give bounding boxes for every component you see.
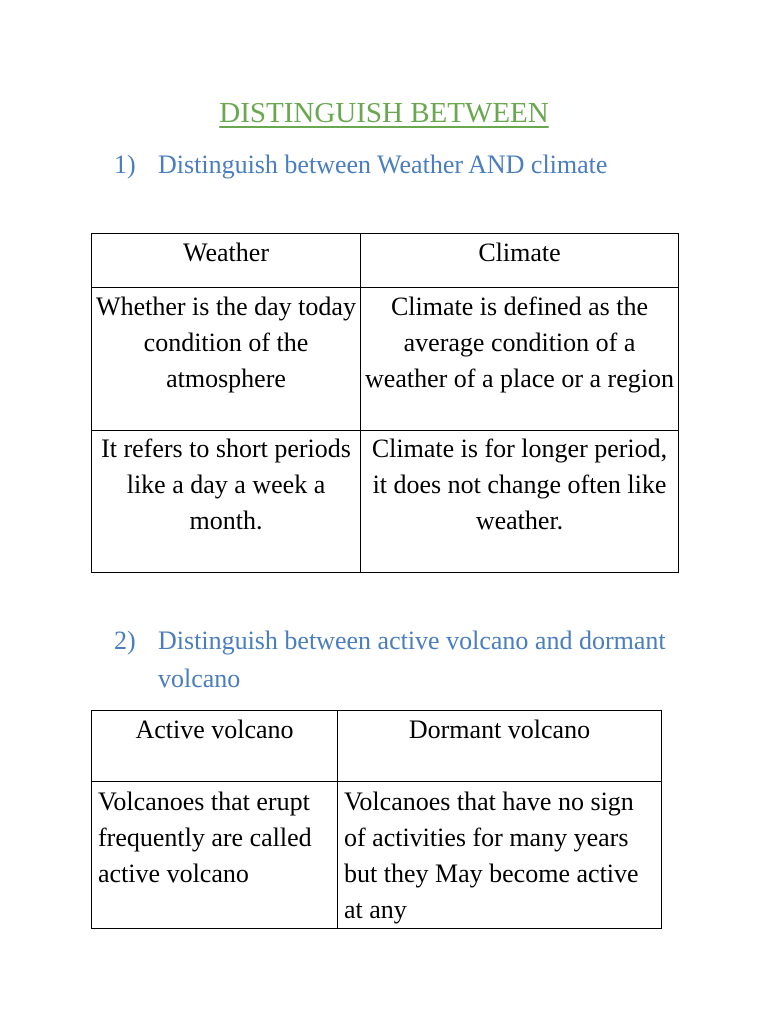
table-row — [92, 782, 662, 929]
volcano-table — [91, 710, 662, 929]
table-cell: Volcanoes that have no sign of activities for many years but they May become active at any — [338, 782, 662, 929]
table-cell: Climate is for longer period, it does not change often like weather. — [361, 431, 679, 573]
weather-climate-table — [91, 233, 679, 573]
table-header-cell: Active volcano — [92, 711, 338, 782]
table-row — [92, 431, 679, 573]
table-cell: Volcanoes that erupt frequently are called active volcano — [92, 782, 338, 929]
question-text: Distinguish between active volcano and dormant volcano — [158, 626, 666, 693]
table-header-row — [92, 711, 662, 782]
question-number: 1) — [114, 150, 136, 179]
page-title: DISTINGUISH BETWEEN — [219, 97, 549, 129]
table-cell: Whether is the day today condition of the atmosphere — [92, 288, 361, 431]
table-row — [92, 288, 679, 431]
question-number: 2) — [114, 626, 136, 655]
question-1 — [114, 146, 674, 184]
question-text: Distinguish between Weather AND climate — [158, 150, 608, 179]
table-header-cell: Weather — [92, 234, 361, 288]
table-cell: It refers to short periods like a day a week a month. — [92, 431, 361, 573]
table-header-row — [92, 234, 679, 288]
table-header-cell: Dormant volcano — [338, 711, 662, 782]
table-header-cell: Climate — [361, 234, 679, 288]
question-2 — [114, 622, 674, 698]
table-cell: Climate is defined as the average condition of a weather of a place or a region — [361, 288, 679, 431]
